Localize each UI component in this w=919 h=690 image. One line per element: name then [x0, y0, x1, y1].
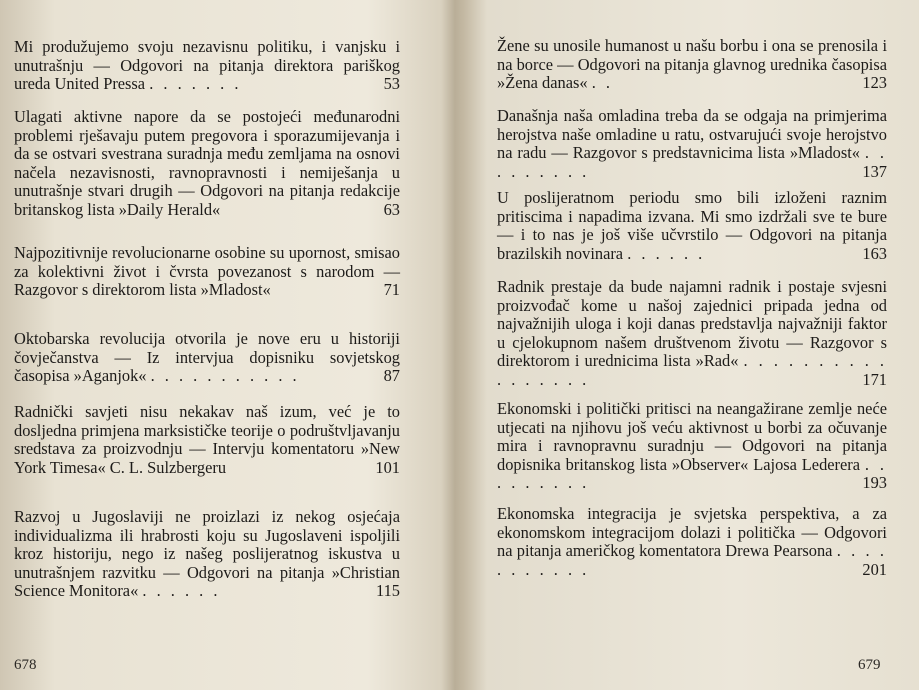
page-number-right: 679: [858, 657, 881, 673]
leader-dots: . . . . . .: [142, 581, 221, 601]
entry-text: Radnički savjeti nisu nekakav naš izum, već je to dosljedna primjena marksističke teorije o podruštvljavanju sredstava za proizvodnju — Intervju komentatoru »New York Timesa« C. L. Sulzbergeru: [14, 402, 400, 477]
page-number-left: 678: [14, 657, 37, 673]
entry-text: Današnja naša omladina treba da se odgaja na primjerima herojstva naše omladine u ratu, ostvarujući svoje herojstvo na radu — Razgovor s predstavnicima lista »Mladost«: [497, 106, 887, 163]
entry-page-number: 163: [862, 243, 887, 263]
entry-page-number: 137: [862, 161, 887, 181]
entry-text: Žene su unosile humanost u našu borbu i ona se prenosila i na borce — Odgovori na pitanja glavnog urednika časopisa »Žena danas«: [497, 36, 887, 93]
toc-entry: [14, 108, 400, 220]
leader-dots: . . . . . . .: [149, 74, 242, 94]
leader-dots: . . . . . . . . .: [497, 454, 887, 493]
toc-entry: [497, 107, 887, 181]
entry-page-number: 53: [383, 74, 400, 94]
entry-text: Razvoj u Jugoslaviji ne proizlazi iz nekog osjećaja individualizma ili hrabrosti koju su Jugoslaveni ispoljili kroz historiju, nego iz našeg poslijeratnog iskustva u unutrašnjem razvitku — Odgovori na pitanja »Christian Science Monitora«: [14, 507, 400, 601]
entry-page-number: 193: [862, 473, 887, 493]
toc-entry: [14, 403, 400, 477]
toc-entry: [497, 505, 887, 579]
entry-page-number: 63: [383, 199, 400, 219]
entry-text: Mi produžujemo svoju nezavisnu politiku, i vanjsku i unutrašnju — Odgovori na pitanja direktora pariškog ureda United Pressa: [14, 37, 400, 94]
leader-dots: . . . . . . . . . . . . . . . . .: [497, 351, 887, 389]
entry-page-number: 171: [862, 369, 887, 389]
toc-entry: [497, 37, 887, 93]
entry-text: Ekonomski i politički pritisci na neangažirane zemlje neće utjecati na njihovu još veću aktivnost u borbi za očuvanje mira i ravnopravnu suradnju — Odgovori na pitanja dopisnika britanskog lista »Observer« Lajosa Lederera: [497, 399, 887, 474]
leader-dots: . . . . . . . . . . .: [150, 366, 300, 386]
toc-entry: [497, 278, 887, 390]
left-page: [0, 0, 452, 690]
entry-page-number: 101: [375, 457, 400, 477]
leader-dots: . .: [591, 73, 613, 93]
entry-page-number: 71: [383, 280, 400, 300]
toc-entry: [497, 400, 887, 493]
leader-dots: . . . . . . . . .: [497, 143, 887, 181]
entry-text: Najpozitivnije revolucionarne osobine su upornost, smisao za kolektivni život i čvrsta povezanost s narodom — Razgovor s direktorom lista »Mladost«: [14, 243, 400, 300]
leader-dots: . . . . . . . . . . .: [497, 541, 887, 579]
entry-text: Oktobarska revolucija otvorila je nove eru u historiji čovječanstva — Iz intervjua dopisniku sovjetskog časopisa »Aganjok«: [14, 329, 400, 386]
entry-text: Radnik prestaje da bude najamni radnik i postaje svjesni proizvođač kome u našoj zajednici pripada jedna od najvažnijih uloga i koji danas predstavlja najvažniji faktor u cjelokupnom našem društvenom životu — Razgovor s direktorom i urednicima lista »Rad«: [497, 277, 887, 371]
toc-entry: [14, 244, 400, 300]
entry-text: Ulagati aktivne napore da se postojeći međunarodni problemi rješavaju putem pregovora i sporazumijevanja i da se ostvari svestrana suradnja među zemljama na osnovi načela nezavisnosti, ravnopravnosti i nemiješanja u unutrašnje stvari drugih — Odgovori na pitanja redakcije britanskog lista »Daily Herald«: [14, 107, 400, 219]
toc-entry: [14, 330, 400, 386]
toc-entry: [14, 38, 400, 94]
entry-page-number: 115: [376, 581, 400, 601]
entry-page-number: 87: [383, 366, 400, 386]
right-page: [462, 0, 919, 690]
entry-page-number: 201: [862, 559, 887, 579]
entry-text: U poslijeratnom periodu smo bili izloženi raznim pritiscima i napadima izvana. Mi smo izdržali sve te bure — i to nas je još više učvrstilo — Odgovori na pitanja brazilskih novinara: [497, 188, 887, 263]
toc-entry: [497, 189, 887, 263]
entry-text: Ekonomska integracija je svjetska perspektiva, a za ekonomskom integracijom dolazi i politička — Odgovori na pitanja američkog komentatora Drewa Pearsona: [497, 504, 887, 561]
toc-entry: [14, 508, 400, 601]
entry-page-number: 123: [862, 73, 887, 93]
leader-dots: . . . . . .: [627, 243, 706, 263]
